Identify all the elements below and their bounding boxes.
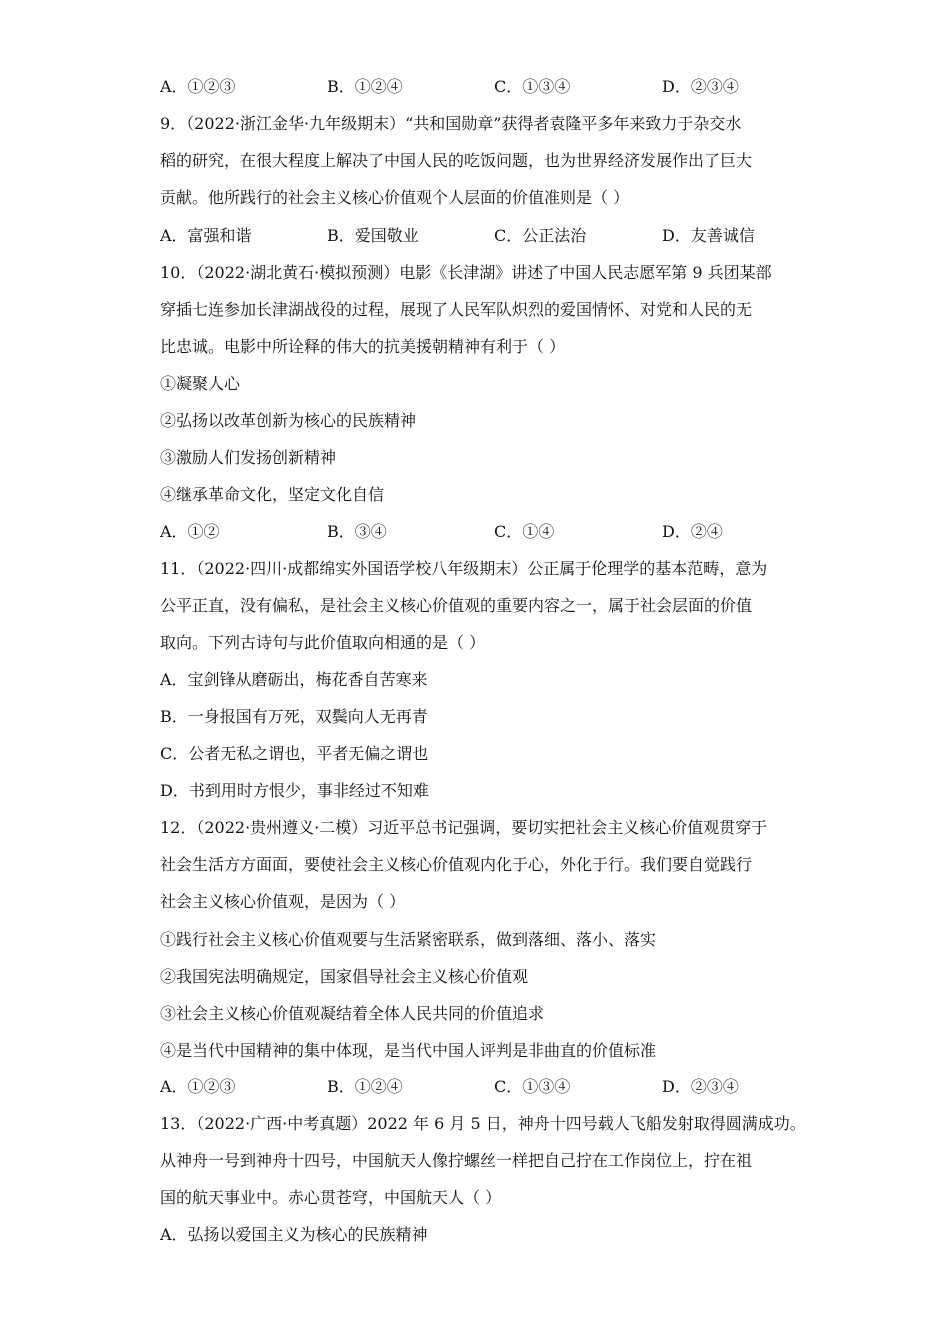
q11-choice-a: A．宝剑锋从磨砺出，梅花香自苦寒来 (160, 670, 428, 689)
q11-choice-c: C．公者无私之谓也，平者无偏之谓也 (160, 744, 429, 763)
q10-item-4: ④继承革命文化，坚定文化自信 (160, 485, 385, 504)
option-d: D．②③④ (662, 1077, 739, 1096)
q11-stem-line-3: 取向。下列古诗句与此价值取向相通的是（ ） (160, 633, 486, 652)
q10-item-3: ③激励人们发扬创新精神 (160, 448, 337, 467)
q13-stem-line-3: 国的航天事业中。赤心贯苍穹，中国航天人（ ） (160, 1188, 502, 1207)
q12-item-2: ②我国宪法明确规定，国家倡导社会主义核心价值观 (160, 967, 529, 986)
option-c: C．①④ (494, 522, 555, 541)
option-a: A．富强和谐 (160, 226, 252, 245)
option-d: D．②③④ (662, 77, 739, 96)
option-c: C．①③④ (494, 1077, 571, 1096)
option-d: D．②④ (662, 522, 723, 541)
q11-choice-b: B．一身报国有万死，双鬓向人无再青 (160, 707, 428, 726)
q12-item-3: ③社会主义核心价值观凝结着全体人民共同的价值追求 (160, 1004, 545, 1023)
option-b: B．③④ (327, 522, 387, 541)
option-a: A．①② (160, 522, 220, 541)
option-a: A．①②③ (160, 1077, 236, 1096)
option-c: C．公正法治 (494, 226, 587, 245)
q13-stem-line-1: 13．（2022·广西·中考真题）2022 年 6 月 5 日，神舟十四号载人飞船发射取得圆满成功。 (160, 1114, 806, 1133)
q12-item-4: ④是当代中国精神的集中体现，是当代中国人评判是非曲直的价值标准 (160, 1041, 657, 1060)
q12-stem-line-1: 12．（2022·贵州遵义·二模）习近平总书记强调，要切实把社会主义核心价值观贯穿于 (160, 818, 768, 837)
option-b: B．爱国敬业 (327, 226, 419, 245)
q9-stem-line-2: 稻的研究，在很大程度上解决了中国人民的吃饭问题，也为世界经济发展作出了巨大 (160, 151, 753, 170)
q13-choice-a: A．弘扬以爱国主义为核心的民族精神 (160, 1225, 428, 1244)
q9-stem-line-3: 贡献。他所践行的社会主义核心价值观个人层面的价值准则是（ ） (160, 188, 630, 207)
q10-item-1: ①凝聚人心 (160, 374, 241, 393)
q12-item-1: ①践行社会主义核心价值观要与生活紧密联系，做到落细、落小、落实 (160, 930, 657, 949)
options-row-prev (160, 76, 800, 98)
q11-choice-d: D．书到用时方恨少，事非经过不知难 (160, 781, 429, 800)
q13-stem-line-2: 从神舟一号到神舟十四号，中国航天人像拧螺丝一样把自己拧在工作岗位上，拧在祖 (160, 1151, 753, 1170)
q9-options-row (160, 225, 800, 247)
q10-item-2: ②弘扬以改革创新为核心的民族精神 (160, 411, 417, 430)
option-d: D．友善诚信 (662, 226, 755, 245)
q10-stem-line-1: 10．（2022·湖北黄石·模拟预测）电影《长津湖》讲述了中国人民志愿军第 9 兵团某部 (160, 263, 772, 282)
option-b: B．①②④ (327, 1077, 403, 1096)
option-a: A．①②③ (160, 77, 236, 96)
q12-stem-line-3: 社会主义核心价值观，是因为（ ） (160, 892, 406, 911)
q9-stem-line-1: 9．（2022·浙江金华·九年级期末）“共和国勋章”获得者袁隆平多年来致力于杂交水 (160, 114, 742, 133)
q12-options-row (160, 1076, 800, 1098)
option-c: C．①③④ (494, 77, 571, 96)
q10-options-row (160, 521, 800, 543)
option-b: B．①②④ (327, 77, 403, 96)
q11-stem-line-1: 11．（2022·四川·成都绵实外国语学校八年级期末）公正属于伦理学的基本范畴，意为 (160, 559, 768, 578)
q10-stem-line-3: 比忠诚。电影中所诠释的伟大的抗美援朝精神有利于（ ） (160, 337, 566, 356)
q10-stem-line-2: 穿插七连参加长津湖战役的过程，展现了人民军队炽烈的爱国情怀、对党和人民的无 (160, 300, 753, 319)
q11-stem-line-2: 公平正直，没有偏私，是社会主义核心价值观的重要内容之一，属于社会层面的价值 (160, 596, 753, 615)
q12-stem-line-2: 社会生活方方面面，要使社会主义核心价值观内化于心，外化于行。我们要自觉践行 (160, 855, 753, 874)
